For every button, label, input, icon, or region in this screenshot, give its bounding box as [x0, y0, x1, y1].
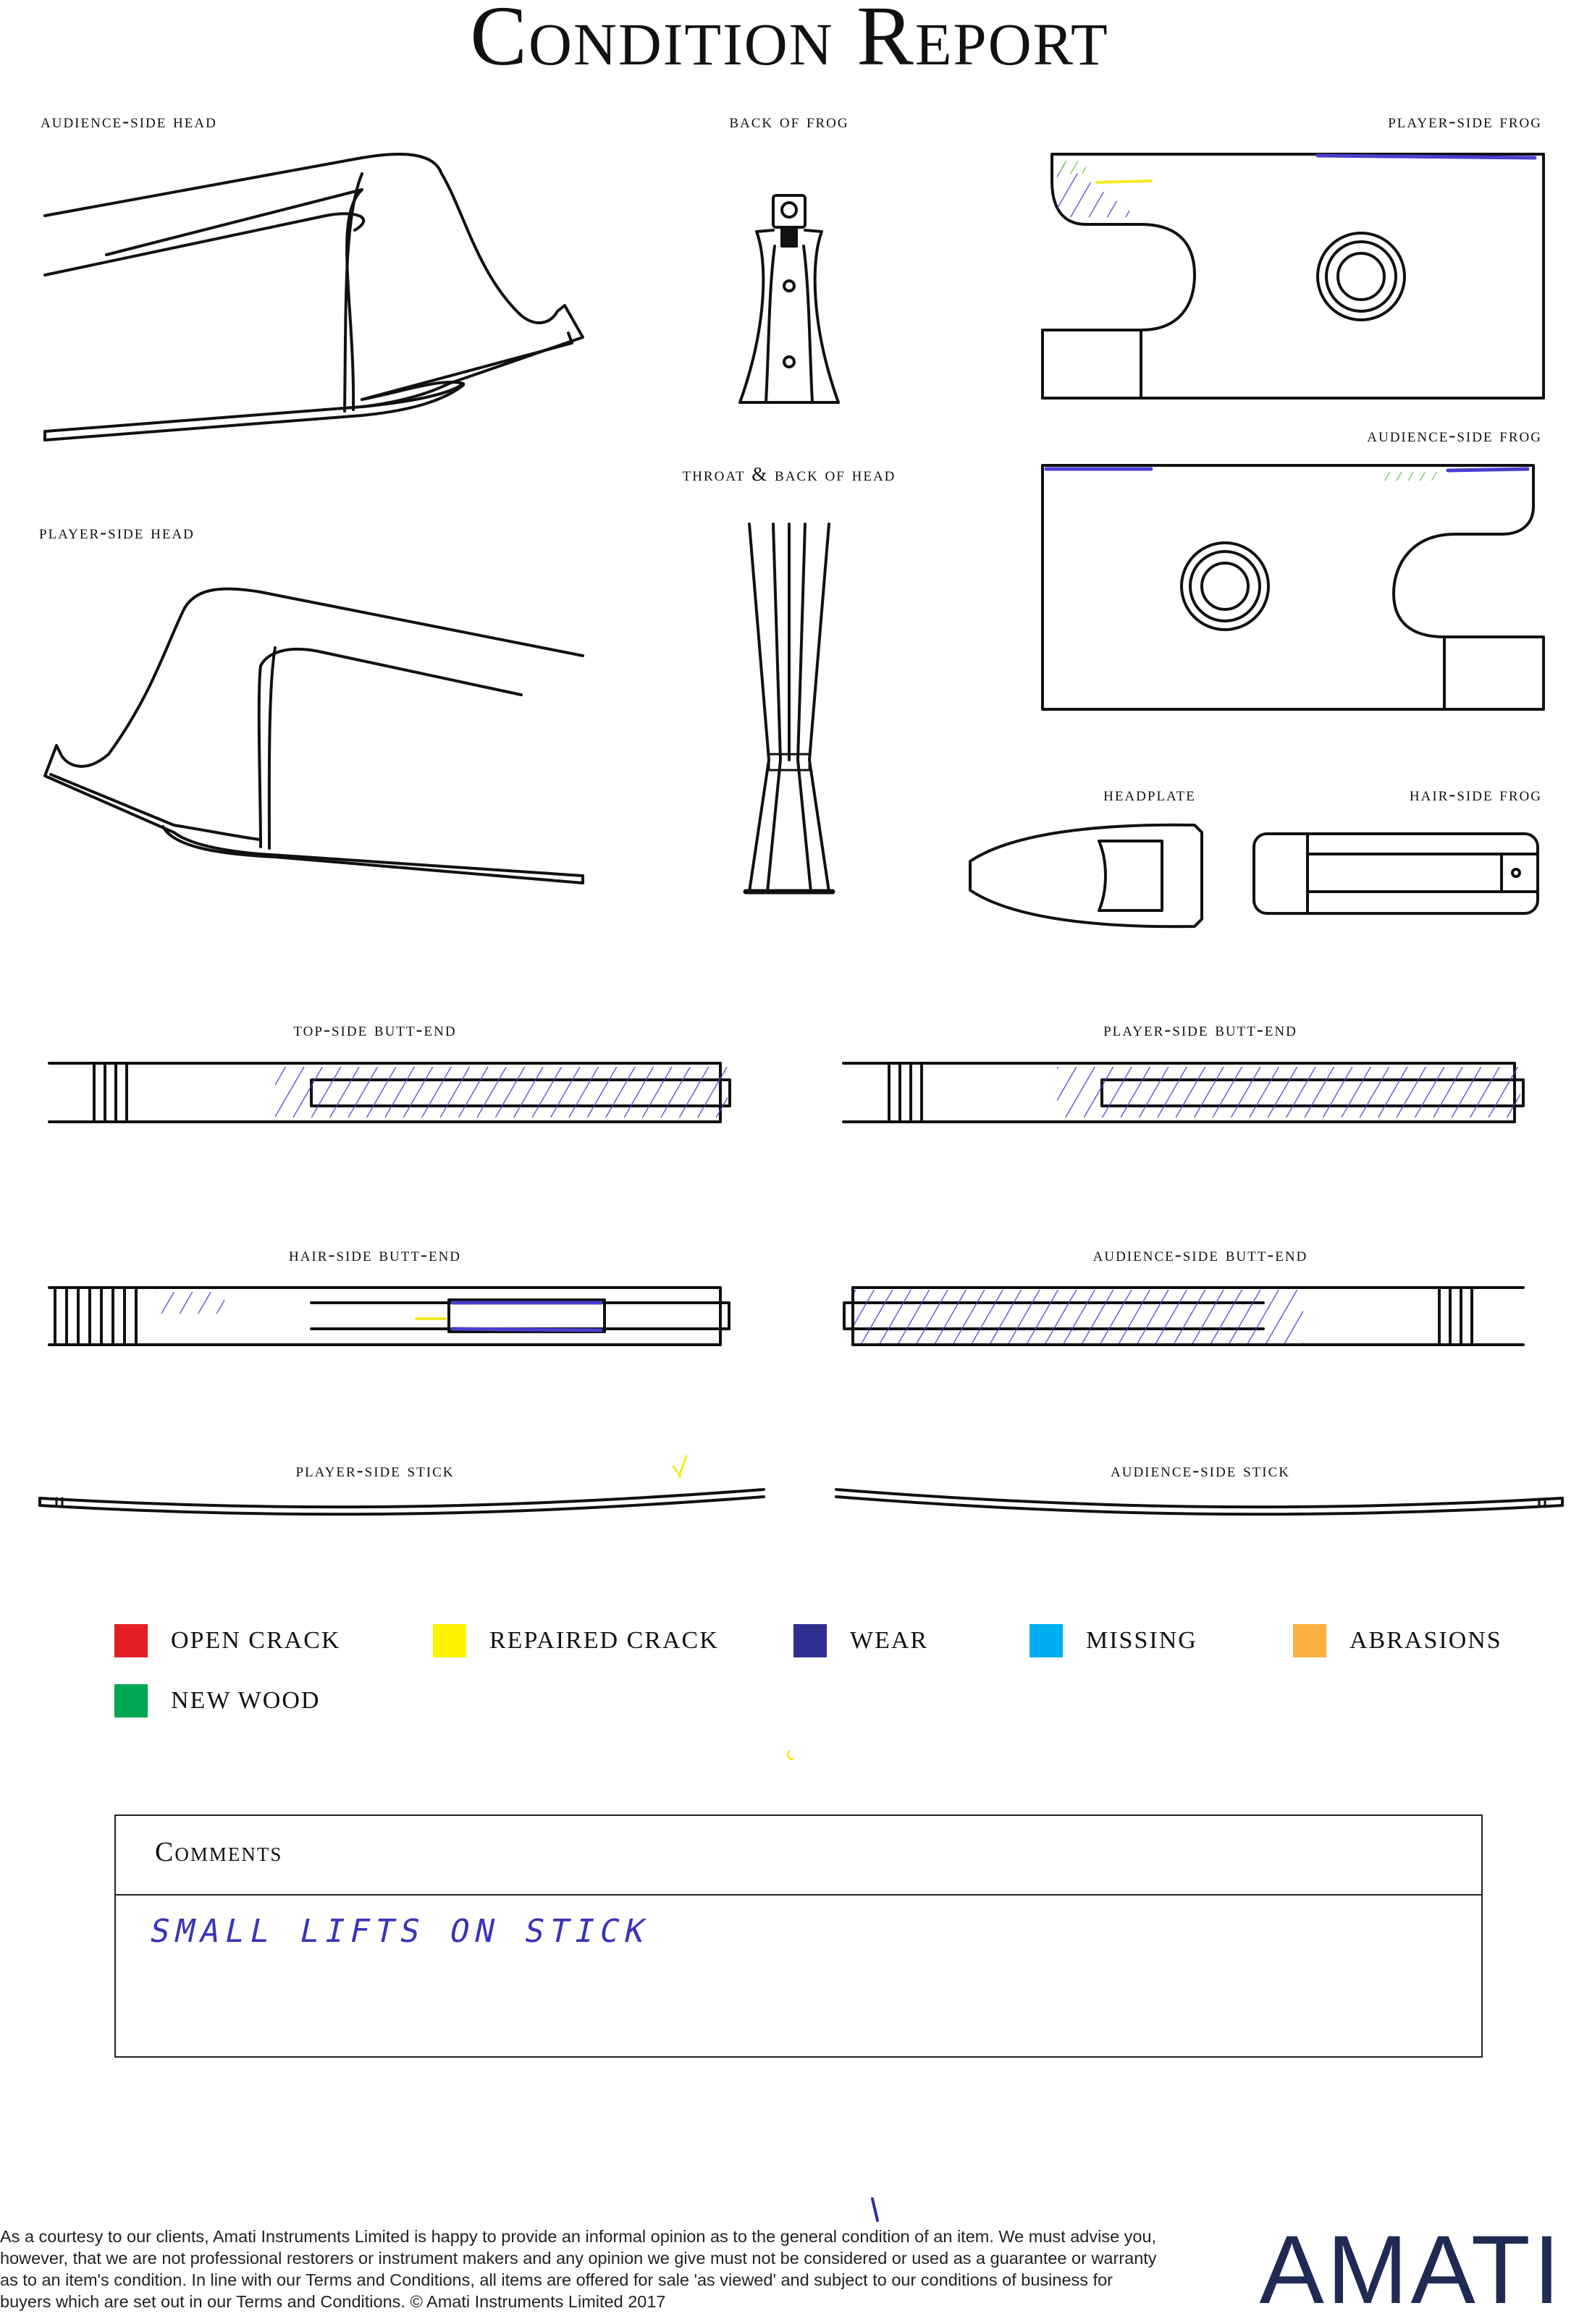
throat-back-of-head-drawing: [746, 524, 833, 892]
swatch-open-crack: [114, 1624, 148, 1657]
wear-mark: [1318, 156, 1535, 158]
back-of-frog-drawing: [740, 195, 838, 402]
label-audience-side-butt-end: audience-side butt-end: [1092, 1243, 1308, 1265]
swatch-missing: [1029, 1624, 1063, 1657]
label-hair-side-frog: hair-side frog: [1409, 783, 1542, 805]
label-player-side-frog: player-side frog: [1388, 110, 1542, 132]
audience-side-stick-drawing: [836, 1490, 1562, 1514]
legend-abrasions: [1293, 1623, 1502, 1658]
page-title: Condition Report: [470, 0, 1109, 83]
label-hair-side-butt-end: hair-side butt-end: [288, 1243, 462, 1265]
disclaimer-text: As a courtesy to our clients, Amati Instruments Limited is happy to provide an informal opinion as to the general condition of an item. We must advise you, however, that we are not professional restorers or instrument makers and any opinion we give must not be considered or used as a guarantee or warranty as to an item's condition. In line with our Terms and Conditions, all items are offered for sale 'as viewed' and subject to our conditions of business for buyers which are set out in our Terms and Conditions. © Amati Instruments Limited 2017: [0, 2227, 1157, 2311]
label-player-side-butt-end: player-side butt-end: [1103, 1018, 1297, 1040]
label-player-side-head: player-side head: [39, 521, 195, 543]
swatch-wear: [793, 1624, 827, 1657]
label-throat-back-of-head: throat & back of head: [682, 463, 896, 485]
amati-logo: AMATI: [1259, 2216, 1563, 2324]
hair-side-butt-end-drawing: [49, 1288, 729, 1345]
label-back-of-frog: back of frog: [729, 110, 849, 132]
headplate-drawing: [970, 825, 1202, 926]
label-headplate: headplate: [1103, 783, 1196, 805]
legend-label: REPAIRED CRACK: [489, 1627, 719, 1654]
audience-side-frog-drawing: [1043, 465, 1544, 709]
legend-open-crack: [114, 1623, 340, 1658]
swatch-new-wood: [114, 1684, 148, 1717]
label-audience-side-stick: audience-side stick: [1111, 1459, 1290, 1481]
new-wood-mark: [1057, 161, 1086, 174]
swatch-repaired-crack: [433, 1624, 466, 1657]
legend-label: MISSING: [1086, 1627, 1197, 1654]
swatch-abrasions: [1293, 1624, 1326, 1657]
legend-label: ABRASIONS: [1349, 1627, 1502, 1654]
legend-label: NEW WOOD: [171, 1687, 321, 1714]
comment-handwritten-text: SMALL LIFTS ON STICK: [146, 1913, 654, 1950]
legend-wear: [793, 1623, 928, 1658]
player-side-frog-drawing: [1043, 154, 1544, 398]
player-side-head-drawing: [45, 589, 583, 883]
hair-side-frog-drawing: [1254, 834, 1538, 913]
label-top-side-butt-end: top-side butt-end: [293, 1018, 457, 1040]
label-audience-side-frog: audience-side frog: [1367, 424, 1542, 446]
audience-side-head-drawing: [45, 154, 583, 440]
legend-new-wood: [114, 1683, 320, 1718]
label-player-side-stick: player-side stick: [295, 1459, 455, 1481]
legend-label: WEAR: [850, 1627, 929, 1654]
label-audience-side-head: audience-side head: [41, 110, 217, 132]
legend-label: OPEN CRACK: [171, 1627, 341, 1654]
repair-mark: [1097, 181, 1151, 182]
legend-missing: [1029, 1623, 1197, 1658]
legend-repaired-crack: [433, 1623, 719, 1658]
player-side-stick-drawing: [40, 1490, 764, 1514]
comments-box: [114, 1814, 1483, 2058]
comments-heading: Comments: [116, 1816, 1481, 1896]
